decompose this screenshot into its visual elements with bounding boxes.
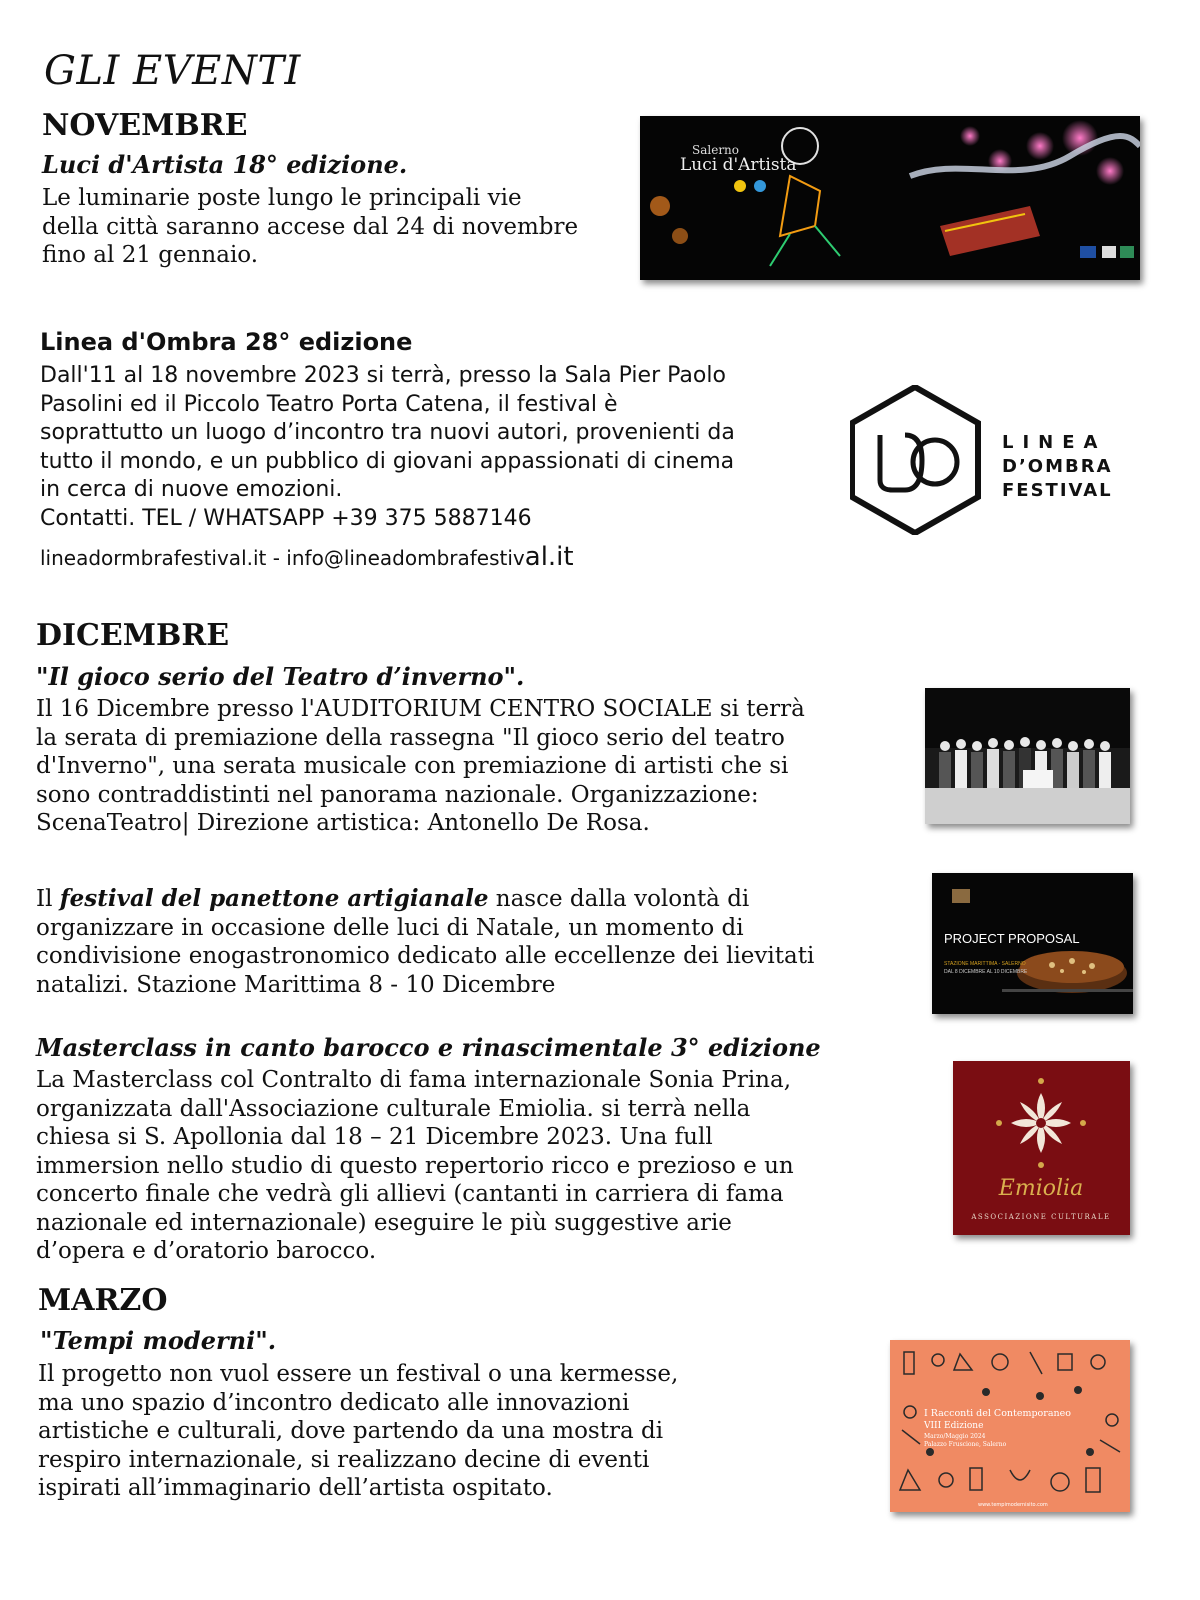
tempi-image-website: www.tempimodernisito.com bbox=[978, 1502, 1048, 1508]
linea-ombra-wordmark bbox=[1002, 431, 1113, 503]
text-line: tutto il mondo, e un pubblico di giovani appassionati di cinema bbox=[40, 448, 735, 474]
text-line: condivisione enogastronomico dedicato alle eccellenze dei lievitati bbox=[36, 943, 815, 969]
event-desc-luci-artista bbox=[42, 184, 578, 270]
panettone-image bbox=[932, 873, 1133, 1014]
month-heading-novembre: NOVEMBRE bbox=[42, 108, 248, 143]
luci-artista-illustration bbox=[640, 116, 1140, 280]
event-desc-linea-ombra bbox=[40, 362, 735, 533]
month-heading-marzo: MARZO bbox=[38, 1283, 168, 1318]
text-line: Le luminarie poste lungo le principali vie bbox=[42, 185, 522, 211]
emiolia-image bbox=[953, 1061, 1130, 1235]
text-line: immersion nello studio di questo repertorio ricco e prezioso e un bbox=[36, 1152, 794, 1179]
event-title-tempi-moderni: "Tempi moderni". bbox=[40, 1326, 277, 1355]
panettone-suffix: nasce dalla volontà di bbox=[488, 886, 750, 912]
theatre-cast-illustration bbox=[925, 688, 1130, 824]
text-line: organizzare in occasione delle luci di Natale, un momento di bbox=[36, 914, 744, 941]
text-line: d'Inverno", una serata musicale con premiazione di artisti che si bbox=[36, 753, 789, 779]
theatre-photo bbox=[925, 688, 1130, 824]
linea-ombra-logo bbox=[850, 385, 1140, 535]
panettone-festival-name: festival del panettone artigianale bbox=[59, 885, 489, 912]
linea-ombra-website-end[interactable]: al.it bbox=[524, 542, 574, 572]
text-line: concerto finale che vedrà gli allievi (cantanti in carriera di fama bbox=[36, 1181, 784, 1207]
text-line: fino al 21 gennaio. bbox=[42, 242, 259, 268]
logo-line: FESTIVAL bbox=[1002, 480, 1113, 501]
event-desc-tempi-moderni bbox=[38, 1360, 678, 1503]
text-line: sono contraddistinti nel panorama nazionale. Organizzazione: bbox=[36, 781, 759, 808]
panettone-prefix: Il bbox=[36, 886, 60, 912]
text-line: chiesa si S. Apollonia dal 18 – 21 Dicembre 2023. Una full bbox=[36, 1124, 713, 1150]
text-line: della città saranno accese dal 24 di novembre bbox=[42, 213, 579, 240]
text-line: soprattutto un luogo d’incontro tra nuovi autori, provenienti da bbox=[40, 420, 735, 445]
panettone-image-heading: PROJECT PROPOSAL bbox=[944, 931, 1080, 946]
text-line: d’opera e d’oratorio barocco. bbox=[36, 1238, 377, 1264]
luci-image-city: Salerno bbox=[692, 143, 740, 157]
tempi-moderni-illustration bbox=[890, 1340, 1130, 1512]
page-title: GLI EVENTI bbox=[44, 48, 301, 94]
panettone-illustration bbox=[932, 873, 1133, 1014]
text-line: respiro internazionale, si realizzano decine di eventi bbox=[38, 1446, 650, 1473]
text-line: Contatti. TEL / WHATSAPP +39 375 5887146 bbox=[40, 505, 532, 531]
text-line: ma uno spazio d’incontro dedicato alle innovazioni bbox=[38, 1389, 630, 1416]
emiolia-flower-icon bbox=[953, 1061, 1130, 1235]
text-line: organizzata dall'Associazione culturale Emiolia. si terrà nella bbox=[36, 1095, 751, 1122]
luci-image-title: Luci d'Artista bbox=[680, 155, 797, 175]
linea-ombra-website[interactable]: lineadormbrafestival.it - info@lineadombrafestiv bbox=[40, 546, 525, 570]
event-title-gioco-serio: "Il gioco serio del Teatro d’inverno". bbox=[36, 662, 525, 691]
event-title-masterclass: Masterclass in canto barocco e rinascimentale 3° edizione bbox=[36, 1033, 821, 1062]
event-desc-gioco-serio bbox=[36, 695, 805, 838]
event-title-luci-artista: Luci d'Artista 18° edizione. bbox=[42, 150, 408, 179]
text-line: Il 16 Dicembre presso l'AUDITORIUM CENTRO SOCIALE si terrà bbox=[36, 696, 805, 722]
text-line: la serata di premiazione della rassegna "Il gioco serio del teatro bbox=[36, 724, 785, 751]
event-desc-panettone bbox=[36, 885, 814, 999]
tempi-image-dates: Marzo/Maggio 2024 bbox=[924, 1433, 986, 1440]
emiolia-name: Emiolia bbox=[998, 1176, 1084, 1201]
text-line: Il progetto non vuol essere un festival o una kermesse, bbox=[38, 1361, 679, 1387]
text-line: Pasolini ed il Piccolo Teatro Porta Catena, il festival è bbox=[40, 391, 618, 417]
text-line: in cerca di nuove emozioni. bbox=[40, 477, 343, 502]
panettone-image-venue: STAZIONE MARITTIMA - SALERNO bbox=[944, 961, 1026, 967]
tempi-image-edition: VIII Edizione bbox=[924, 1421, 984, 1431]
logo-line: LINEA bbox=[1002, 432, 1107, 453]
emiolia-subtitle: ASSOCIAZIONE CULTURALE bbox=[971, 1213, 1111, 1221]
text-line bbox=[36, 885, 814, 914]
event-desc-masterclass bbox=[36, 1066, 794, 1266]
tempi-moderni-image bbox=[890, 1340, 1130, 1512]
text-line: Dall'11 al 18 novembre 2023 si terrà, presso la Sala Pier Paolo bbox=[40, 363, 726, 388]
text-line: nazionale ed internazionale) eseguire le più suggestive arie bbox=[36, 1209, 732, 1236]
event-title-linea-ombra: Linea d'Ombra 28° edizione bbox=[40, 328, 413, 356]
luci-artista-image bbox=[640, 116, 1140, 280]
text-line: ScenaTeatro| Direzione artistica: Antonello De Rosa. bbox=[36, 810, 650, 836]
month-heading-dicembre: DICEMBRE bbox=[36, 618, 230, 653]
tempi-image-venue: Palazzo Fruscione, Salerno bbox=[924, 1441, 1007, 1448]
text-line: natalizi. Stazione Marittima 8 - 10 Dicembre bbox=[36, 971, 556, 998]
linea-ombra-contacts bbox=[40, 542, 574, 572]
text-line: artistiche e culturali, dove partendo da una mostra di bbox=[38, 1418, 664, 1444]
text-line: La Masterclass col Contralto di fama internazionale Sonia Prina, bbox=[36, 1067, 792, 1093]
panettone-image-dates: DAL 8 DICEMBRE AL 10 DICEMBRE bbox=[944, 969, 1028, 975]
logo-line: D’OMBRA bbox=[1002, 456, 1113, 477]
text-line: ispirati all’immaginario dell’artista ospitato. bbox=[38, 1475, 553, 1501]
tempi-image-title: I Racconti del Contemporaneo bbox=[924, 1408, 1071, 1419]
